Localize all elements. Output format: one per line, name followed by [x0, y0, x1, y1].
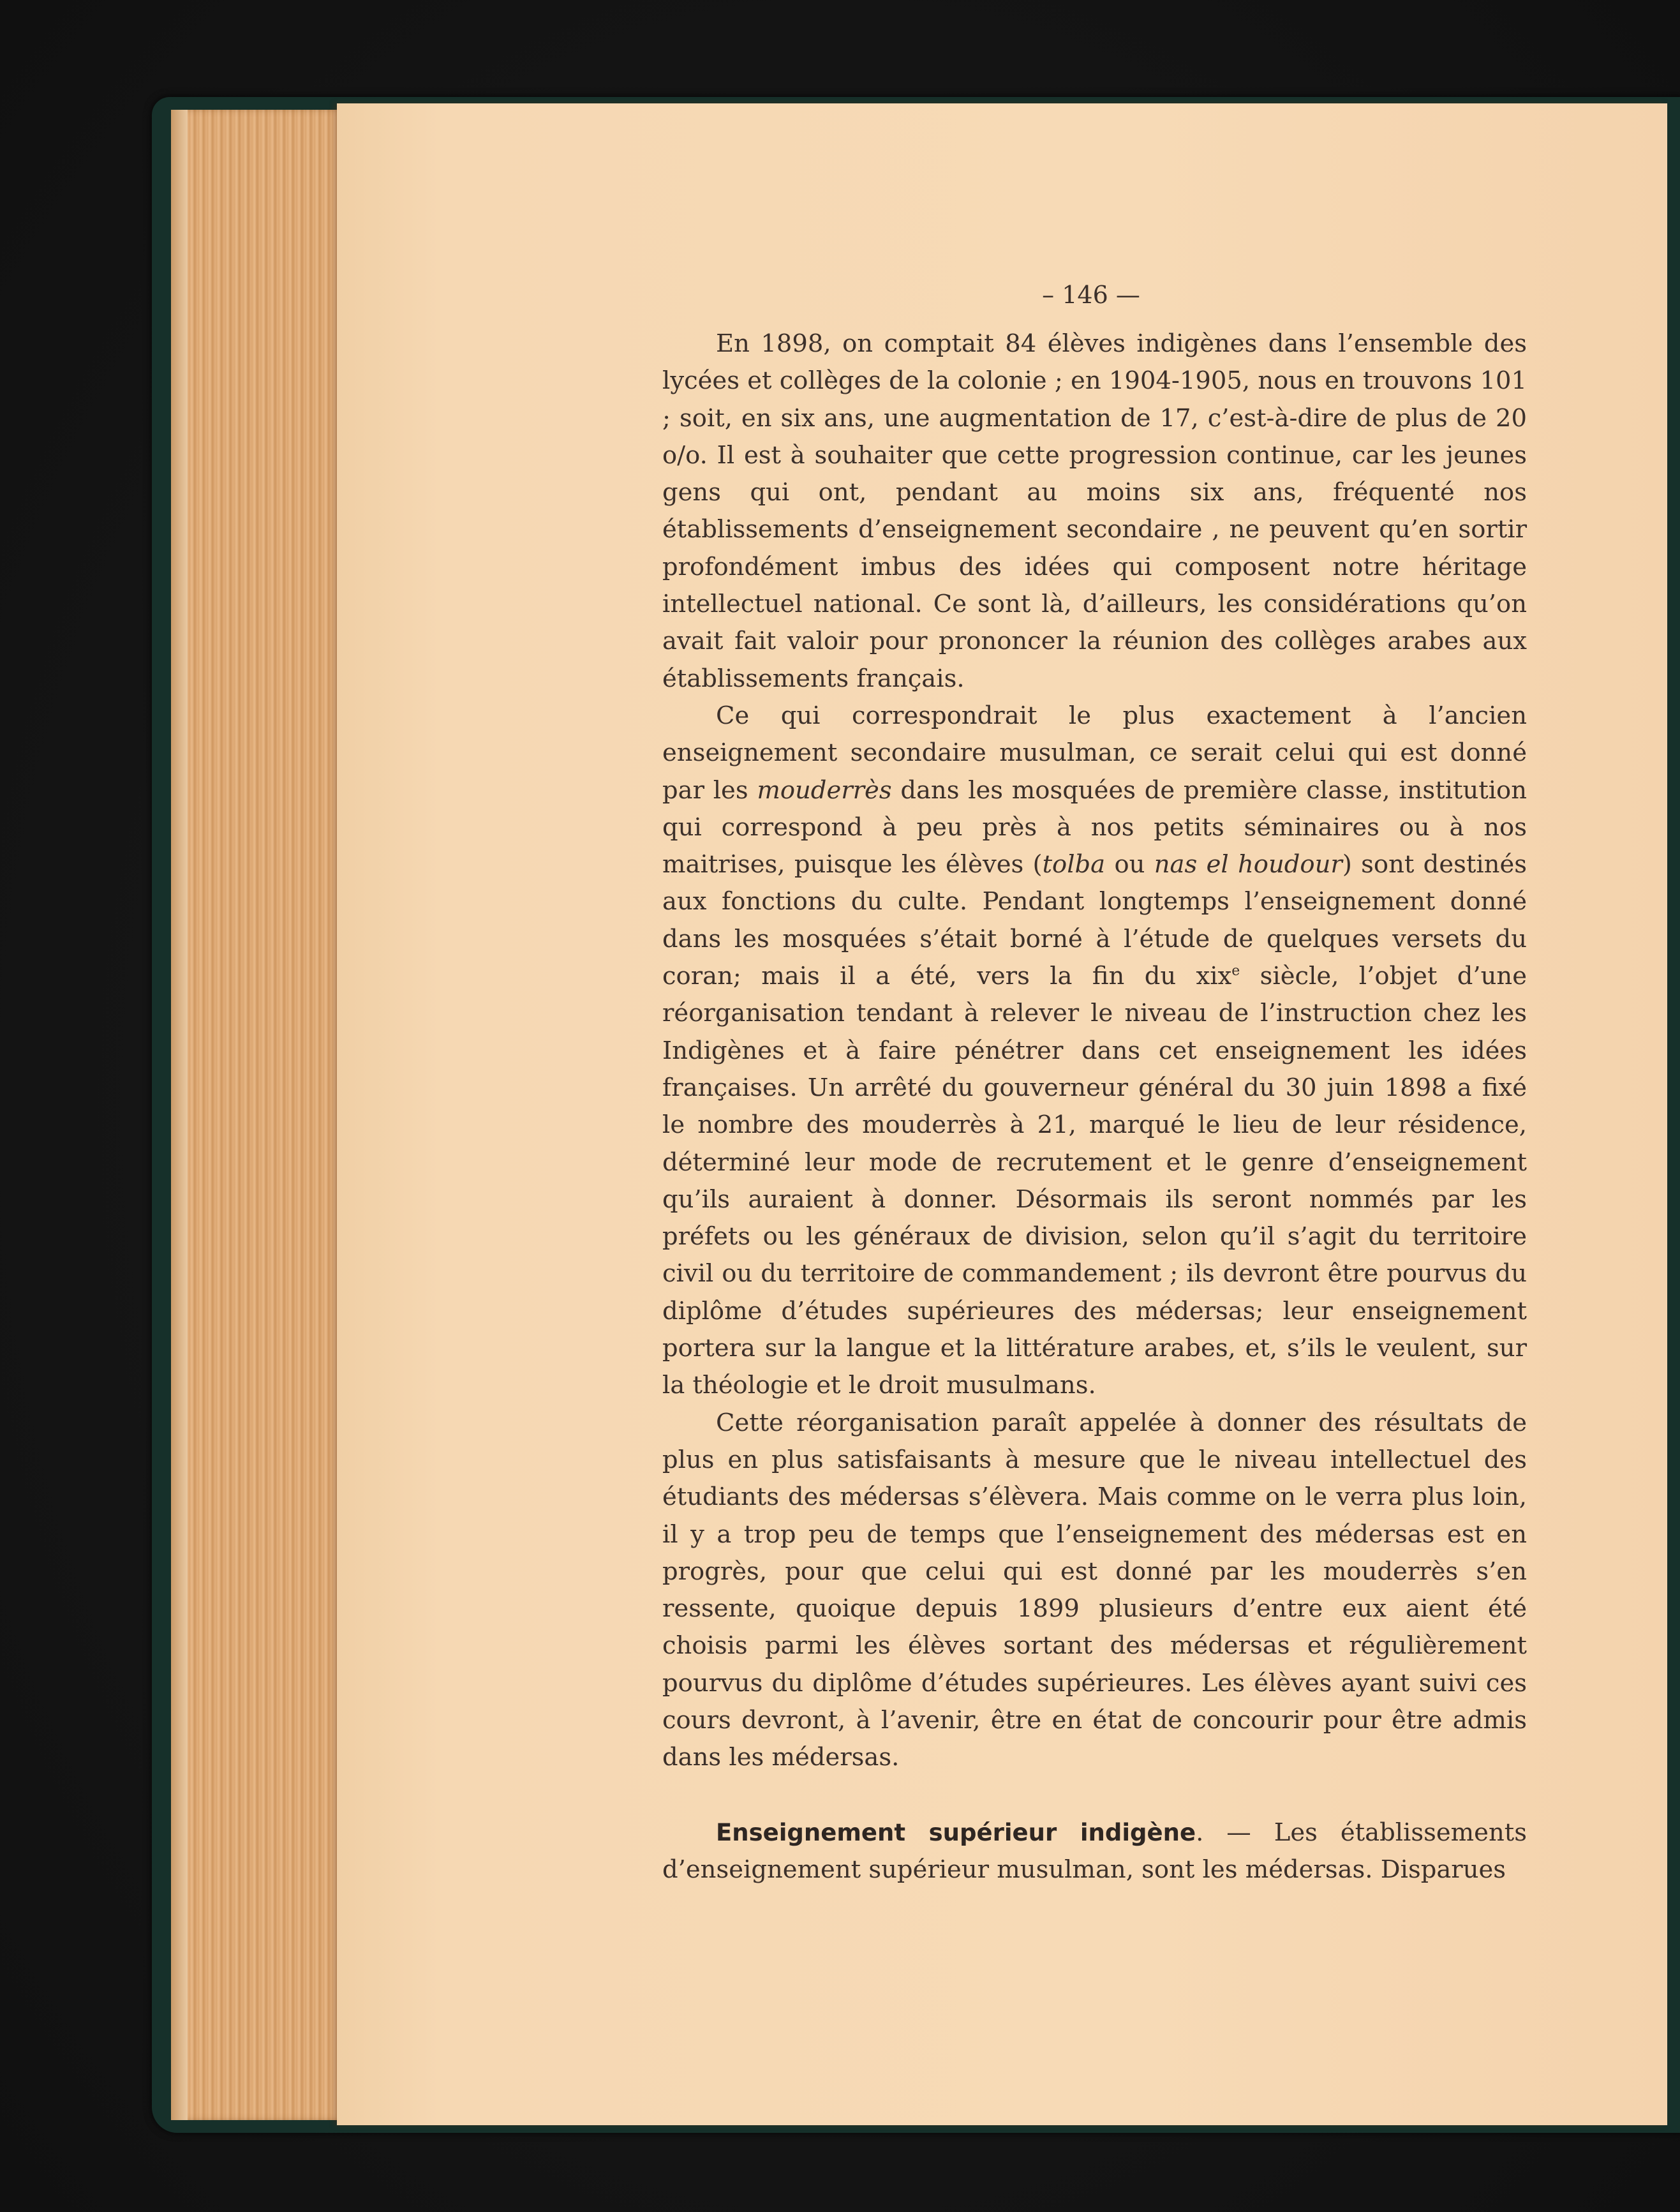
- text-run: Cette réorganisation paraît appelée à donner des résultats de plus en plus satisfaisants à mesure que le niveau intellectuel des étudiants des médersas s’élèvera. Mais comme on le verra plus loin, il y a trop peu de temps que l’enseignement des médersas est en progrès, pour que celui qui est donné par les mouderrès s’en ressente, quoique depuis 1899 plusieurs d’entre eux aient été choisis parmi les élèves sortant des médersas et régulièrement pourvus du diplôme d’études supérieures. Les élèves ayant suivi ces cours devront, à l’avenir, être en état de concourir pour être admis dans les médersas.: [662, 1408, 1527, 1772]
- section-paragraph: [662, 1814, 1527, 1889]
- paragraph: [662, 1405, 1527, 1777]
- body-text: [662, 325, 1527, 1888]
- text-run: . — Les établissements d’enseignement supérieur musulman, sont les médersas. Disparues: [662, 1818, 1527, 1884]
- text-run: ou: [1105, 850, 1154, 879]
- paragraph: [662, 698, 1527, 1405]
- text-run: tolba: [1042, 850, 1106, 879]
- paragraph: [662, 325, 1527, 698]
- text-run: siècle, l’objet d’une réorganisation tendant à relever le niveau de l’instruction chez les Indigènes et à faire pénétrer dans cet enseignement les idées françaises. Un arrêté du gouverneur général du 30 juin 1898 a fixé le nombre des mouderrès à 21, marqué le lieu de leur résidence, déterminé leur mode de recrutement et le genre d’enseignement qu’ils auraient à donner. Désormais ils seront nommés par les préfets ou les généraux de division, selon qu’il s’agit du territoire civil ou du territoire de commandement ; ils devront être pourvus du diplôme d’études supérieures des médersas; leur enseignement portera sur la langue et la littérature arabes, et, s’ils le veulent, sur la théologie et le droit musulmans.: [662, 962, 1528, 1400]
- section-heading: Enseignement supérieur indigène: [716, 1818, 1196, 1846]
- text-run: nas el houdour: [1154, 850, 1342, 879]
- text-run: e: [1231, 963, 1240, 980]
- text-run: Ce qui correspondrait le plus exactement à l’ancien enseignement secondaire musulman, ce serait celui qui est donné par les: [662, 701, 1527, 805]
- page-number: – 146 —: [1042, 281, 1140, 309]
- text-run: mouderrès: [757, 775, 892, 805]
- text-run: ) sont destinés aux fonctions du culte. Pendant longtemps l’enseignement donné dans les mosquées s’était borné à l’étude de quelques versets du coran; mais il a été, vers la fin du xix: [662, 850, 1527, 991]
- cover-spine-edge: [171, 110, 188, 2120]
- text-run: dans les mosquées de première classe, institution qui correspond à peu près à nos petits séminaires ou à nos maitrises, puisque les élèves (: [662, 775, 1528, 879]
- text-run: En 1898, on comptait 84 élèves indigènes dans l’ensemble des lycées et collèges de la colonie ; en 1904-1905, nous en trouvons 101 ; soit, en six ans, une augmentation de 17, c’est-à-dire de plus de 20 o/o. Il est à souhaiter que cette progression continue, car les jeunes gens qui ont, pendant au moins six ans, fréquenté nos établissements d’enseignement secondaire , ne peuvent qu’en sortir profondément imbus des idées qui composent notre héritage intellectuel national. Ce sont là, d’ailleurs, les considérations qu’on avait fait valoir pour prononcer la réunion des collèges arabes aux établissements français.: [662, 329, 1527, 693]
- page-edges: [171, 110, 356, 2120]
